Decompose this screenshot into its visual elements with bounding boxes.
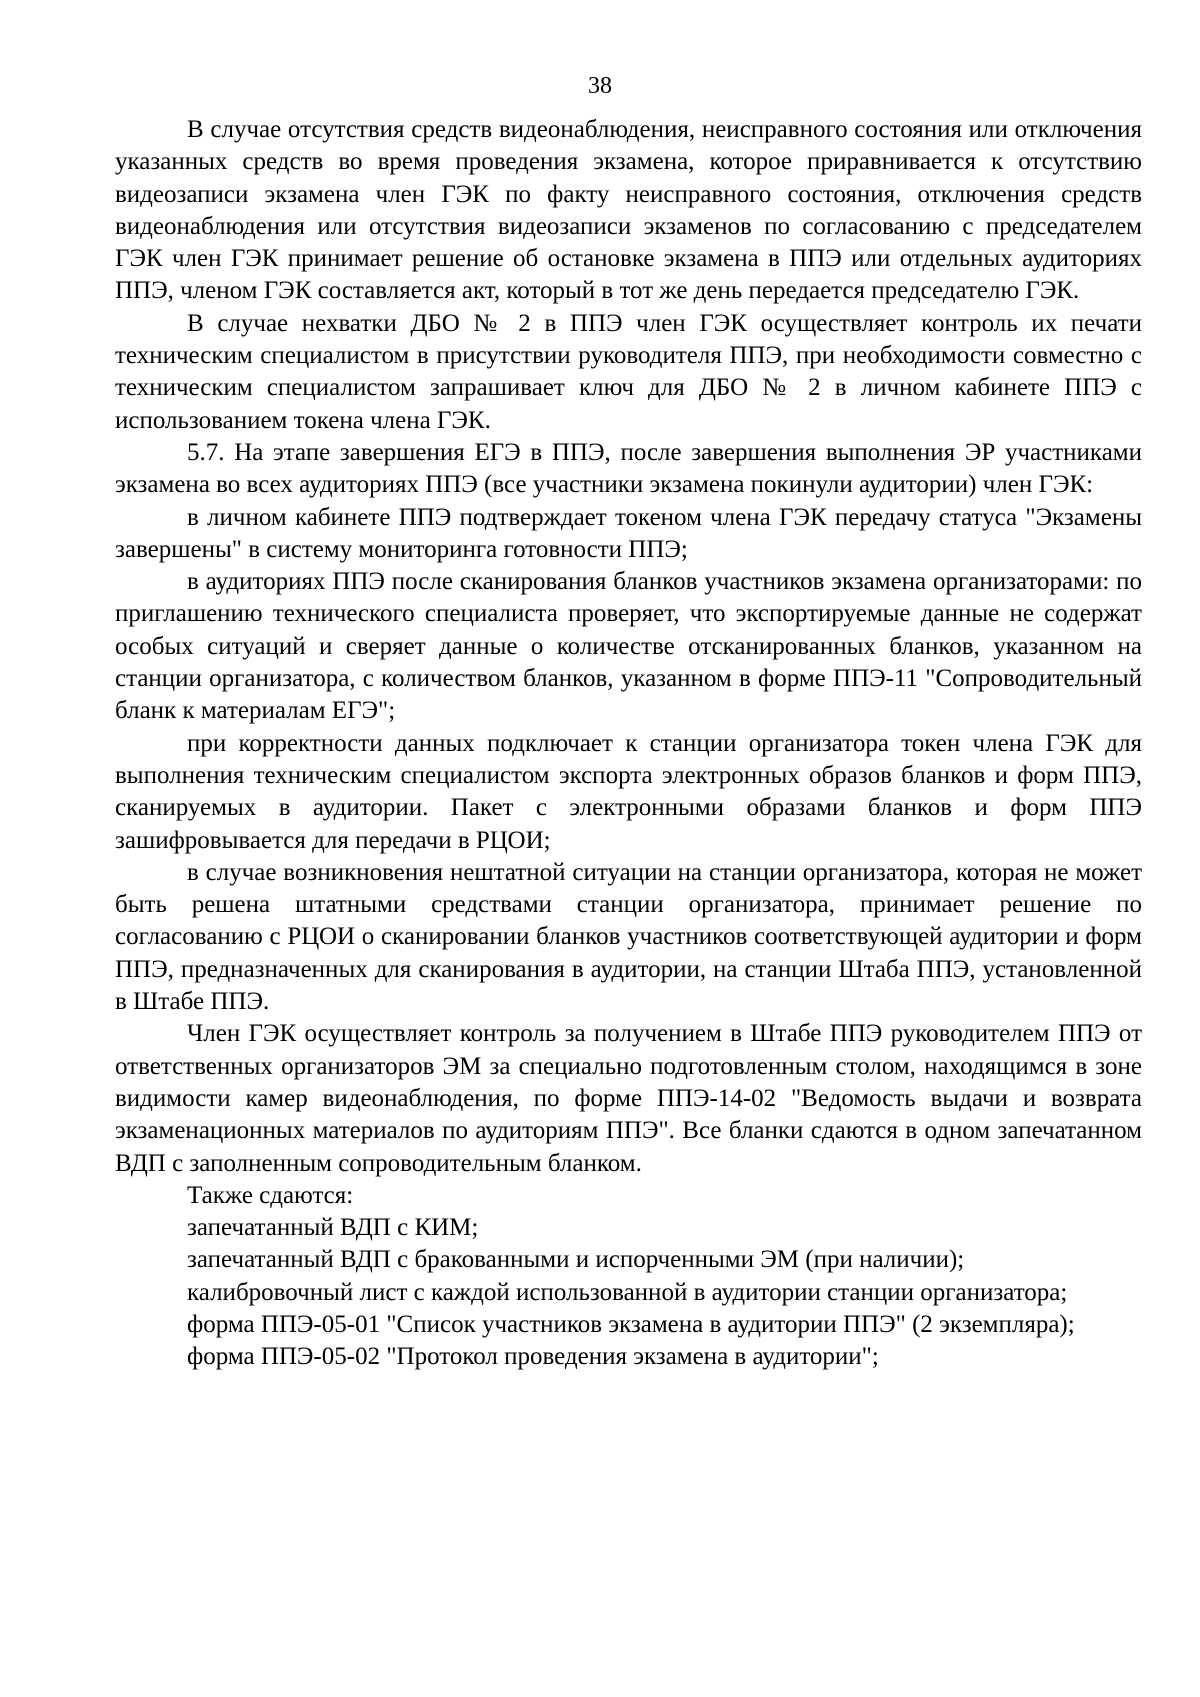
paragraph-also-submitted: Также сдаются: — [187, 1181, 354, 1209]
paragraph-materials-control: Член ГЭК осуществляет контроль за получением в Штабе ППЭ руководителем ППЭ от ответственных организаторов ЭМ за специально подготовленным столом, находящимся в зоне видимости камер видеонаблюдения, по форме ППЭ-14-02 "Ведомость выдачи и возврата экзаменационных материалов по аудиториям ППЭ". Все бланки сдаются в одном запечатанном ВДП с заполненным сопроводительным бланком. — [115, 1020, 1142, 1177]
list-item-status-confirmation: в личном кабинете ППЭ подтверждает токеном члена ГЭК передачу статуса "Экзамены завершены" в систему мониторинга готовности ППЭ; — [115, 503, 1142, 563]
paragraph-section-5-7: 5.7. На этапе завершения ЕГЭ в ППЭ, после завершения выполнения ЭР участниками экзамена во всех аудиториях ППЭ (все участники экзамена покинули аудитории) член ГЭК: — [115, 438, 1142, 499]
list-item-form-05-02: форма ППЭ-05-02 "Протокол проведения экзамена в аудитории"; — [187, 1343, 879, 1371]
list-item-sealed-kim: запечатанный ВДП с КИМ; — [187, 1214, 479, 1242]
list-item-calibration-sheet: калибровочный лист с каждой использованной в аудитории станции организатора; — [187, 1278, 1068, 1306]
paragraph-dbo-shortage: В случае нехватки ДБО № 2 в ППЭ член ГЭК осуществляет контроль их печати техническим специалистом в присутствии руководителя ППЭ, при необходимости совместно с техническим специалистом запрашивает ключ для ДБО № 2 в личном кабинете ППЭ с использованием токена члена ГЭК. — [115, 309, 1142, 434]
document-body — [115, 114, 1142, 1374]
list-item-defective-materials: запечатанный ВДП с бракованными и испорченными ЭМ (при наличии); — [187, 1246, 965, 1274]
list-item-token-export: при корректности данных подключает к станции организатора токен члена ГЭК для выполнения техническим специалистом экспорта электронных образов бланков и форм ППЭ, сканируемых в аудитории. Пакет с электронными образами бланков и форм ППЭ зашифровывается для передачи в РЦОИ; — [115, 729, 1142, 854]
list-item-scan-verification: в аудиториях ППЭ после сканирования бланков участников экзамена организаторами: по приглашению технического специалиста проверяет, что экспортируемые данные не содержат особых ситуаций и сверяет данные о количестве отсканированных бланков, указанном на станции организатора, с количеством бланков, указанном в форме ППЭ-11 "Сопроводительный бланк к материалам ЕГЭ"; — [115, 568, 1142, 725]
list-item-emergency-scanning: в случае возникновения нештатной ситуации на станции организатора, которая не может быть решена штатными средствами станции организатора, принимает решение по согласованию с РЦОИ о сканировании бланков участников соответствующей аудитории и форм ППЭ, предназначенных для сканирования в аудитории, на станции Штаба ППЭ, установленной в Штабе ППЭ. — [115, 858, 1142, 1016]
list-item-form-05-01: форма ППЭ-05-01 "Список участников экзамена в аудитории ППЭ" (2 экземпляра); — [187, 1310, 1075, 1338]
paragraph-video-absence: В случае отсутствия средств видеонаблюдения, неисправного состояния или отключения указанных средств во время проведения экзамена, которое приравнивается к отсутствию видеозаписи экзамена член ГЭК по факту неисправного состояния, отключения средств видеонаблюдения или отсутствия видеозаписи экзаменов по согласованию с председателем ГЭК член ГЭК принимает решение об остановке экзамена в ППЭ или отдельных аудиториях ППЭ, членом ГЭК составляется акт, который в тот же день передается председателю ГЭК. — [115, 116, 1142, 305]
page-number: 38 — [588, 73, 612, 99]
